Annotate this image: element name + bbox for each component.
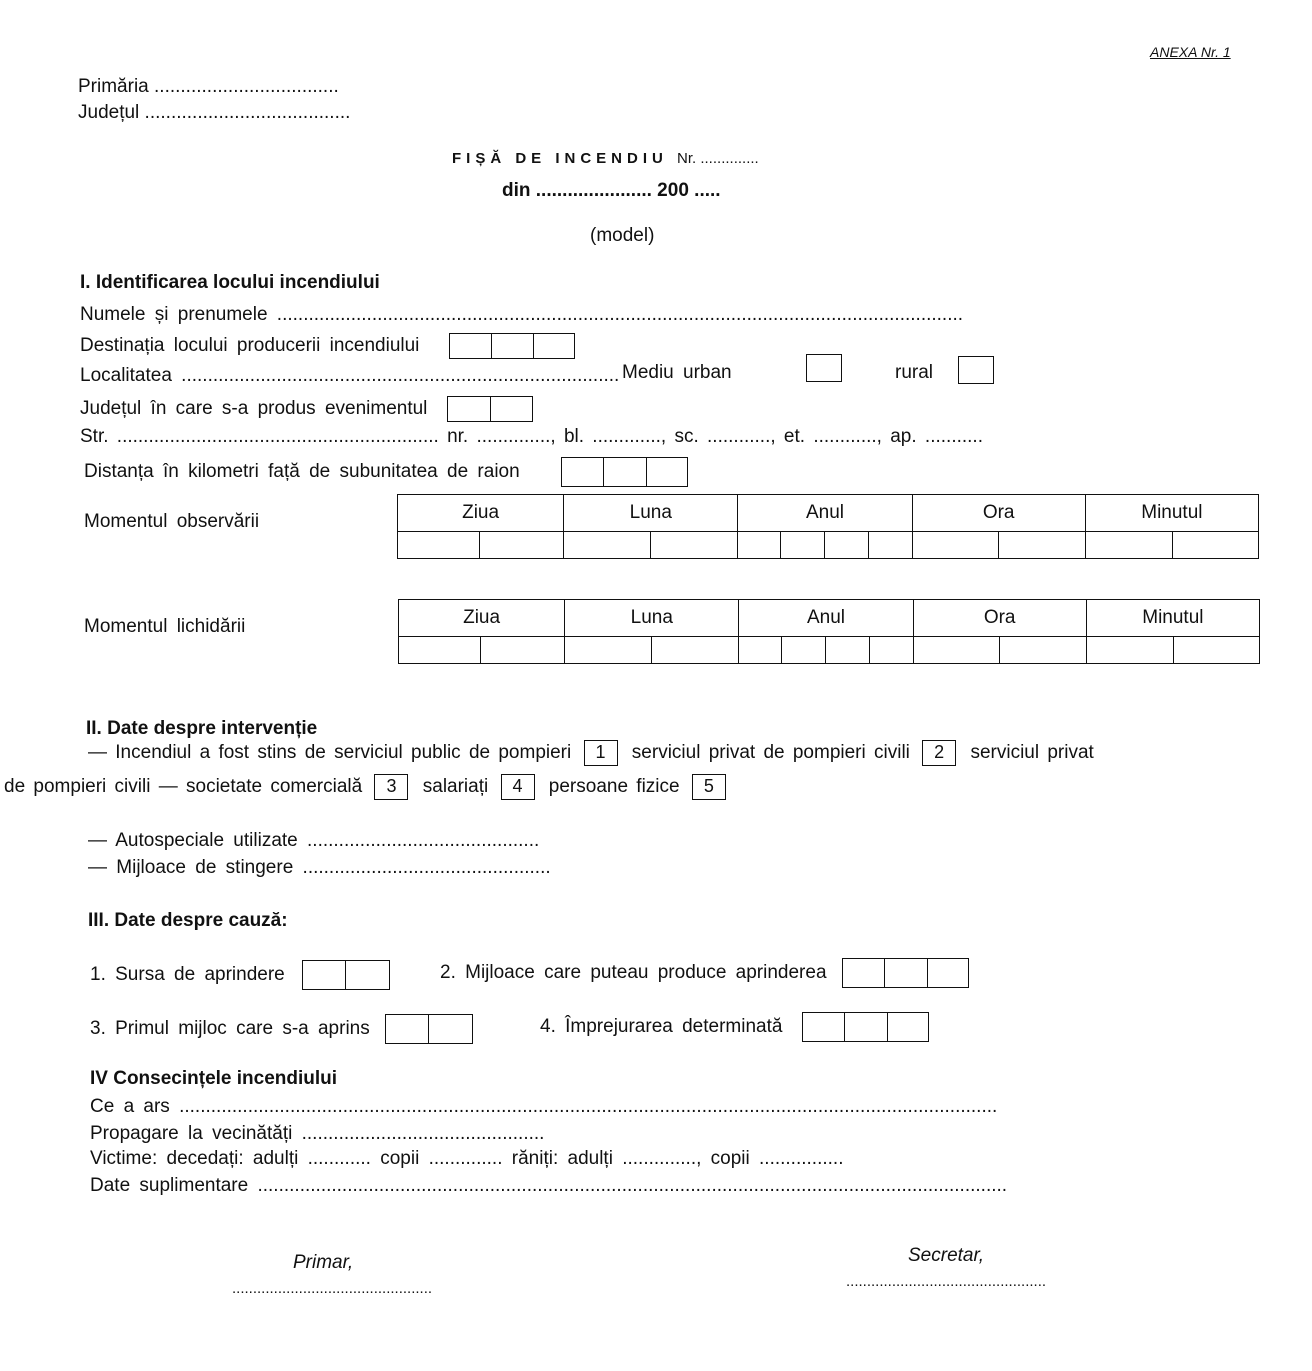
form-number: Nr. .............. xyxy=(677,150,759,167)
header-minutul: Minutul xyxy=(1086,600,1259,637)
header-anul: Anul xyxy=(738,495,912,532)
imprejurarea-code-box[interactable] xyxy=(802,1012,929,1042)
secretar-signature-line: ................................................ xyxy=(846,1273,1047,1290)
input-cell[interactable] xyxy=(912,532,998,559)
rural-checkbox[interactable] xyxy=(958,356,994,391)
input-cell[interactable] xyxy=(781,532,825,559)
header-ziua: Ziua xyxy=(399,600,565,637)
input-cell[interactable] xyxy=(998,532,1085,559)
localitatea-line: Localitatea ................................................................................... xyxy=(80,365,620,386)
input-cell[interactable] xyxy=(913,637,999,664)
individuals-label: persoane fizice xyxy=(548,776,680,798)
input-cell[interactable] xyxy=(739,637,782,664)
input-cell[interactable] xyxy=(399,637,481,664)
sursa-label: 1. Sursa de aprindere xyxy=(90,964,285,986)
header-luna: Luna xyxy=(565,600,739,637)
input-cell[interactable] xyxy=(869,637,913,664)
propagare-line: Propagare la vecinătăți .............................................. xyxy=(90,1123,545,1144)
autospeciale-line: — Autospeciale utilizate ............................................ xyxy=(88,830,540,851)
form-title-main: FIȘĂ DE INCENDIU xyxy=(452,150,668,167)
mijloace-stingere-line: — Mijloace de stingere ............................................... xyxy=(88,857,551,878)
input-cell[interactable] xyxy=(652,637,739,664)
distanta-box[interactable] xyxy=(561,457,688,487)
annex-label: ANEXA Nr. 1 xyxy=(1150,44,1231,60)
distanta-row xyxy=(84,457,688,487)
intervention-line-1 xyxy=(88,740,1094,766)
imprejurarea-row xyxy=(540,1012,929,1042)
judetul-code-box[interactable] xyxy=(447,396,533,422)
judetul-line: Județul ....................................... xyxy=(78,102,351,123)
primar-signature-line: ................................................ xyxy=(232,1280,433,1297)
input-cell[interactable] xyxy=(1173,637,1259,664)
input-cell[interactable] xyxy=(564,532,651,559)
header-luna: Luna xyxy=(564,495,738,532)
victime-line: Victime: decedați: adulți ............ copii .............. răniți: adulți .............., copii ................ xyxy=(90,1148,844,1169)
mediu-urban-checkbox[interactable] xyxy=(806,354,842,389)
destinatia-row xyxy=(80,333,575,359)
sursa-row xyxy=(90,960,390,990)
input-cell[interactable] xyxy=(480,532,564,559)
moment-lichidarii-label: Momentul lichidării xyxy=(84,616,246,637)
primul-mijloc-code-box[interactable] xyxy=(385,1014,473,1044)
model-label: (model) xyxy=(590,225,655,246)
header-anul: Anul xyxy=(739,600,913,637)
secretar-label: Secretar, xyxy=(908,1245,985,1266)
input-cell[interactable] xyxy=(825,532,868,559)
input-cell[interactable] xyxy=(782,637,826,664)
judetul-eveniment-row xyxy=(80,396,533,422)
sursa-code-box[interactable] xyxy=(302,960,390,990)
primaria-line: Primăria ................................... xyxy=(78,76,339,97)
private-service-cont-label: serviciul privat xyxy=(970,742,1094,764)
header-ora: Ora xyxy=(912,495,1085,532)
input-cell[interactable] xyxy=(1085,532,1172,559)
moment-observarii-table xyxy=(397,494,1259,559)
rural-label: rural xyxy=(895,362,934,383)
moment-lichidarii-table xyxy=(398,599,1260,664)
input-cell[interactable] xyxy=(1172,532,1258,559)
input-cell[interactable] xyxy=(398,532,480,559)
input-cell[interactable] xyxy=(826,637,869,664)
company-label: de pompieri civili — societate comercială xyxy=(4,776,363,798)
mediu-urban-label: Mediu urban xyxy=(622,362,732,383)
option-box-3[interactable]: 3 xyxy=(374,774,408,800)
option-box-4[interactable]: 4 xyxy=(501,774,535,800)
input-cell[interactable] xyxy=(565,637,652,664)
ce-a-ars-line: Ce a ars ........................................................................................................................................................... xyxy=(90,1096,998,1117)
input-cell[interactable] xyxy=(999,637,1086,664)
destinatia-code-box[interactable] xyxy=(449,333,575,359)
option-box-1[interactable]: 1 xyxy=(584,740,618,766)
public-service-label: — Incendiul a fost stins de serviciul public de pompieri xyxy=(88,742,572,764)
header-ziua: Ziua xyxy=(398,495,564,532)
destinatia-label: Destinația locului producerii incendiului xyxy=(80,335,420,357)
mijloace-aprindere-row xyxy=(440,958,969,988)
input-cell[interactable] xyxy=(651,532,738,559)
header-ora: Ora xyxy=(913,600,1086,637)
section-2-heading: II. Date despre intervenție xyxy=(86,718,318,739)
address-line: Str. ............................................................. nr. .............., bl. ............., sc. ............, et. ............, ap. ........... xyxy=(80,426,983,447)
imprejurarea-label: 4. Împrejurarea determinată xyxy=(540,1016,783,1038)
date-suplimentare-line: Date suplimentare .............................................................................................................................................. xyxy=(90,1175,1008,1196)
private-service-label: serviciul privat de pompieri civili xyxy=(631,742,910,764)
input-cell[interactable] xyxy=(1086,637,1173,664)
form-title xyxy=(452,150,759,168)
input-cell[interactable] xyxy=(481,637,565,664)
primul-mijloc-label: 3. Primul mijloc care s-a aprins xyxy=(90,1018,370,1040)
employees-label: salariați xyxy=(422,776,489,798)
mijloace-aprindere-code-box[interactable] xyxy=(842,958,969,988)
section-4-heading: IV Consecințele incendiului xyxy=(90,1068,338,1089)
form-date: din ...................... 200 ..... xyxy=(502,180,721,201)
primar-label: Primar, xyxy=(293,1252,354,1273)
section-1-heading: I. Identificarea locului incendiului xyxy=(80,272,380,293)
primul-mijloc-row xyxy=(90,1014,473,1044)
header-minutul: Minutul xyxy=(1085,495,1258,532)
distanta-label: Distanța în kilometri față de subunitatea de raion xyxy=(84,461,520,483)
section-3-heading: III. Date despre cauză: xyxy=(88,910,288,931)
input-cell[interactable] xyxy=(738,532,781,559)
option-box-5[interactable]: 5 xyxy=(692,774,726,800)
intervention-line-2 xyxy=(4,774,732,800)
moment-observarii-label: Momentul observării xyxy=(84,511,260,532)
input-cell[interactable] xyxy=(868,532,912,559)
mijloace-aprindere-label: 2. Mijloace care puteau produce aprinderea xyxy=(440,962,827,984)
numele-line: Numele și prenumele .................................................................................................................................. xyxy=(80,304,964,325)
judetul-eveniment-label: Județul în care s-a produs evenimentul xyxy=(80,398,428,420)
option-box-2[interactable]: 2 xyxy=(922,740,956,766)
